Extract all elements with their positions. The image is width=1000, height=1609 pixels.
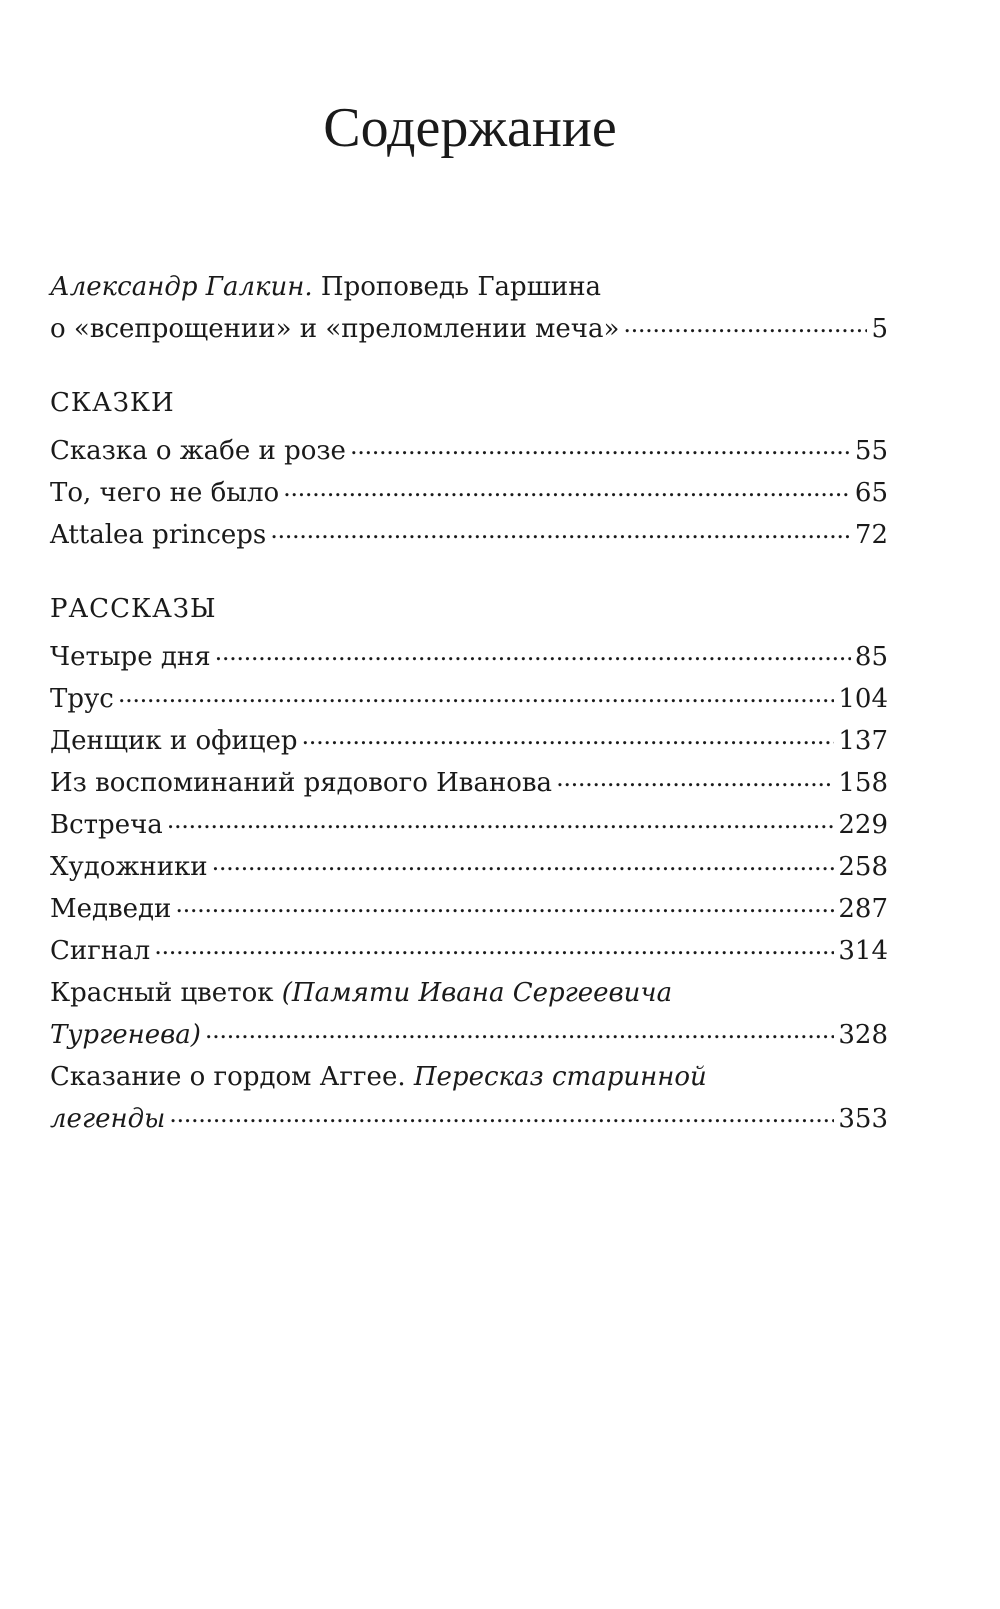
toc-entry-line [50, 888, 888, 930]
toc-entry-line [50, 514, 888, 556]
entry-title: Встреча [50, 810, 163, 840]
toc-entry[interactable] [50, 762, 888, 804]
toc-entry[interactable] [50, 472, 888, 514]
dot-leader [118, 681, 835, 707]
section-heading-rasskazy: РАССКАЗЫ [50, 594, 217, 624]
toc-entry-line [50, 266, 888, 308]
entry-title: Сказка о жабе и розе [50, 436, 346, 466]
toc-entry-line [50, 804, 888, 846]
toc-entry[interactable] [50, 514, 888, 556]
toc-entry-line [50, 720, 888, 762]
toc-entry-line [50, 1056, 888, 1098]
entry-title: Денщик и офицер [50, 726, 298, 756]
toc-entry-line [50, 636, 888, 678]
toc-entry-line [50, 762, 888, 804]
toc-entry[interactable] [50, 678, 888, 720]
table-of-contents [50, 266, 888, 1140]
toc-entry-line [50, 1014, 888, 1056]
toc-entry-line [50, 930, 888, 972]
toc-entry-intro[interactable] [50, 266, 888, 350]
entry-subtitle: легенды [50, 1104, 166, 1134]
dot-leader [283, 475, 851, 501]
page-number: 287 [838, 894, 888, 924]
intro-title-line2: о «всепрощении» и «преломлении меча» [50, 314, 620, 344]
entry-title: Attalea princeps [50, 520, 267, 550]
dot-leader [556, 765, 834, 791]
toc-entry[interactable] [50, 720, 888, 762]
page-number: 314 [838, 936, 888, 966]
toc-entry-line [50, 430, 888, 472]
page-number: 65 [854, 478, 888, 508]
toc-entry-line [50, 308, 888, 350]
dot-leader [270, 517, 851, 543]
page-number: 229 [838, 810, 888, 840]
toc-entry-krasny-tsvetok[interactable] [50, 972, 888, 1056]
toc-entry[interactable] [50, 430, 888, 472]
page-number: 328 [838, 1020, 888, 1050]
entry-title: Из воспоминаний рядового Иванова [50, 768, 553, 798]
page-number: 104 [838, 684, 888, 714]
dot-leader [169, 1101, 834, 1127]
page-number: 137 [838, 726, 888, 756]
dot-leader [302, 723, 835, 749]
dot-leader [350, 433, 851, 459]
page-number: 353 [838, 1104, 888, 1134]
dot-leader [205, 1017, 834, 1043]
dot-leader [212, 849, 835, 875]
page-number: 85 [854, 642, 888, 672]
page-number: 158 [838, 768, 888, 798]
intro-author: Александр Галкин. [50, 272, 313, 302]
page-number: 258 [838, 852, 888, 882]
entry-subtitle: Пересказ старинной [413, 1062, 707, 1092]
toc-entry-line [50, 1098, 888, 1140]
page-number: 55 [854, 436, 888, 466]
toc-entry-line [50, 972, 888, 1014]
entry-subtitle: (Памяти Ивана Сергеевича [281, 978, 673, 1008]
entry-title: Сигнал [50, 936, 151, 966]
entry-subtitle: Тургенева) [50, 1020, 201, 1050]
toc-entry[interactable] [50, 636, 888, 678]
entry-title: Трус [50, 684, 114, 714]
toc-entry[interactable] [50, 888, 888, 930]
entry-title: Четыре дня [50, 642, 211, 672]
toc-entry[interactable] [50, 804, 888, 846]
dot-leader [215, 639, 851, 665]
intro-title-line1: Проповедь Гаршина [312, 272, 602, 302]
toc-entry-line [50, 472, 888, 514]
section-heading-skazki: СКАЗКИ [50, 388, 175, 418]
toc-entry[interactable] [50, 846, 888, 888]
dot-leader [167, 807, 835, 833]
page-title: Содержание [323, 97, 617, 159]
entry-title: То, чего не было [50, 478, 280, 508]
toc-entry-aggei[interactable] [50, 1056, 888, 1140]
entry-title: Медведи [50, 894, 172, 924]
toc-entry[interactable] [50, 930, 888, 972]
dot-leader [154, 933, 834, 959]
toc-entry-line [50, 678, 888, 720]
page-number: 5 [871, 314, 888, 344]
dot-leader [175, 891, 834, 917]
entry-title: Красный цветок [50, 978, 282, 1008]
entry-title: Художники [50, 852, 208, 882]
dot-leader [623, 311, 867, 337]
page-number: 72 [854, 520, 888, 550]
entry-title: Сказание о гордом Аггее. [50, 1062, 414, 1092]
toc-entry-line [50, 846, 888, 888]
